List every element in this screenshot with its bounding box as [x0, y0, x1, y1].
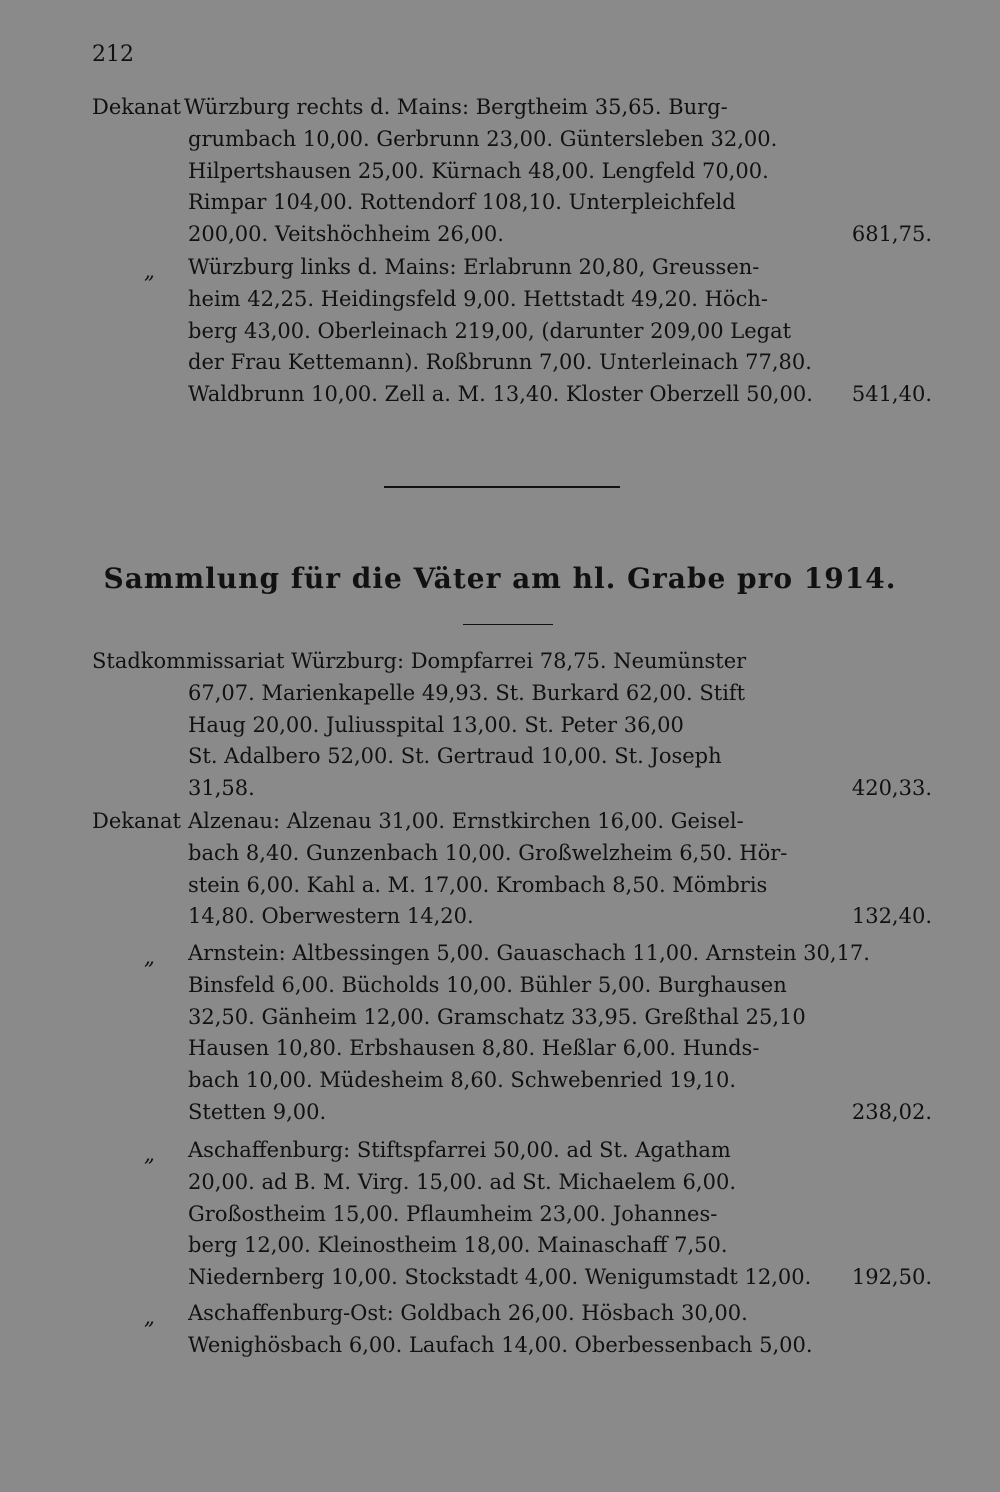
entry-line: stein 6,00. Kahl a. M. 17,00. Krombach 8,50. Mömbris	[188, 872, 768, 897]
entry-line: Würzburg links d. Mains: Erlabrunn 20,80, Greussen-	[188, 255, 760, 279]
entry-amount: 192,50.	[851, 1265, 932, 1290]
entry-line: grumbach 10,00. Gerbrunn 23,00. Güntersleben 32,00.	[188, 126, 778, 151]
entry-line: Hilpertshausen 25,00. Kürnach 48,00. Lengfeld 70,00.	[188, 158, 769, 183]
entry-line: Wenighösbach 6,00. Laufach 14,00. Oberbessenbach 5,00.	[188, 1332, 813, 1357]
entry-line: Aschaffenburg: Stiftspfarrei 50,00. ad St. Agatham	[188, 1138, 731, 1162]
entry-line	[92, 901, 932, 933]
entry-line: Arnstein: Altbessingen 5,00. Gauaschach 11,00. Arnstein 30,17.	[188, 941, 870, 965]
entry-line: Haug 20,00. Juliusspital 13,00. St. Peter 36,00	[188, 712, 684, 737]
entry-label: Dekanat	[92, 809, 181, 833]
entry-line: bach 8,40. Gunzenbach 10,00. Großwelzheim 6,50. Hör-	[188, 840, 788, 865]
entry-stadtkommissariat	[92, 646, 932, 805]
entry-line	[92, 379, 932, 411]
entry-amount: 132,40.	[851, 904, 932, 929]
entry-line: berg 43,00. Oberleinach 219,00, (darunter 209,00 Legat	[188, 318, 792, 343]
entry-line: Binsfeld 6,00. Bücholds 10,00. Bühler 5,00. Burghausen	[188, 972, 787, 997]
entry-arnstein	[92, 938, 932, 1129]
entry-line-text: Niedernberg 10,00. Stockstadt 4,00. Wenigumstadt 12,00.	[188, 1265, 812, 1290]
entry-aschaffenburg	[92, 1135, 932, 1294]
entry-line-text: 200,00. Veitshöchheim 26,00.	[188, 222, 504, 247]
section-heading: Sammlung für die Väter am hl. Grabe pro 1914.	[103, 562, 897, 595]
entry-label: Dekanat	[92, 95, 181, 119]
entry-line: Stadkommissariat Würzburg: Dompfarrei 78,75. Neumünster	[92, 649, 747, 673]
entry-wuerzburg-links	[92, 252, 932, 411]
entry-amount: 541,40.	[851, 382, 932, 407]
ditto-mark: „	[144, 945, 155, 969]
page-number: 212	[92, 42, 134, 67]
ditto-mark: „	[144, 1305, 155, 1329]
entry-line: Rimpar 104,00. Rottendorf 108,10. Unterpleichfeld	[188, 190, 736, 215]
entry-line: der Frau Kettemann). Roßbrunn 7,00. Unterleinach 77,80.	[188, 350, 812, 375]
divider-rule-short	[463, 624, 553, 625]
divider-rule	[384, 486, 620, 488]
entry-aschaffenburg-ost	[92, 1298, 932, 1362]
entry-line: bach 10,00. Müdesheim 8,60. Schwebenried 19,10.	[188, 1068, 736, 1093]
entry-line	[92, 1097, 932, 1129]
entry-line: Alzenau: Alzenau 31,00. Ernstkirchen 16,00. Geisel-	[188, 809, 744, 833]
entry-alzenau	[92, 806, 932, 933]
entry-line: Würzburg rechts d. Mains: Bergtheim 35,65. Burg-	[184, 95, 728, 119]
entry-line: 67,07. Marienkapelle 49,93. St. Burkard 62,00. Stift	[188, 680, 746, 705]
entry-line: 20,00. ad B. M. Virg. 15,00. ad St. Michaelem 6,00.	[188, 1169, 736, 1194]
ditto-mark: „	[144, 1142, 155, 1166]
entry-line	[92, 773, 932, 805]
entry-amount: 238,02.	[851, 1099, 932, 1124]
entry-wuerzburg-rechts	[92, 92, 932, 251]
entry-line: St. Adalbero 52,00. St. Gertraud 10,00. St. Joseph	[188, 744, 722, 769]
entry-line: Aschaffenburg-Ost: Goldbach 26,00. Hösbach 30,00.	[188, 1301, 748, 1325]
entry-line: Großostheim 15,00. Pflaumheim 23,00. Johannes-	[188, 1201, 718, 1226]
entry-line-text: Stetten 9,00.	[188, 1099, 327, 1124]
entry-line	[92, 1262, 932, 1294]
entry-amount: 681,75.	[851, 222, 932, 247]
entry-line: heim 42,25. Heidingsfeld 9,00. Hettstadt 49,20. Höch-	[188, 286, 768, 311]
entry-line: berg 12,00. Kleinostheim 18,00. Mainaschaff 7,50.	[188, 1233, 728, 1258]
entry-line-text: Waldbrunn 10,00. Zell a. M. 13,40. Kloster Oberzell 50,00.	[188, 382, 813, 407]
entry-line: Hausen 10,80. Erbshausen 8,80. Heßlar 6,00. Hunds-	[188, 1036, 760, 1061]
entry-line-text: 14,80. Oberwestern 14,20.	[188, 904, 474, 929]
entry-line: 32,50. Gänheim 12,00. Gramschatz 33,95. Greßthal 25,10	[188, 1004, 806, 1029]
ditto-mark: „	[144, 259, 155, 283]
entry-line-text: 31,58.	[188, 776, 255, 801]
entry-line	[92, 219, 932, 251]
entry-amount: 420,33.	[851, 776, 932, 801]
